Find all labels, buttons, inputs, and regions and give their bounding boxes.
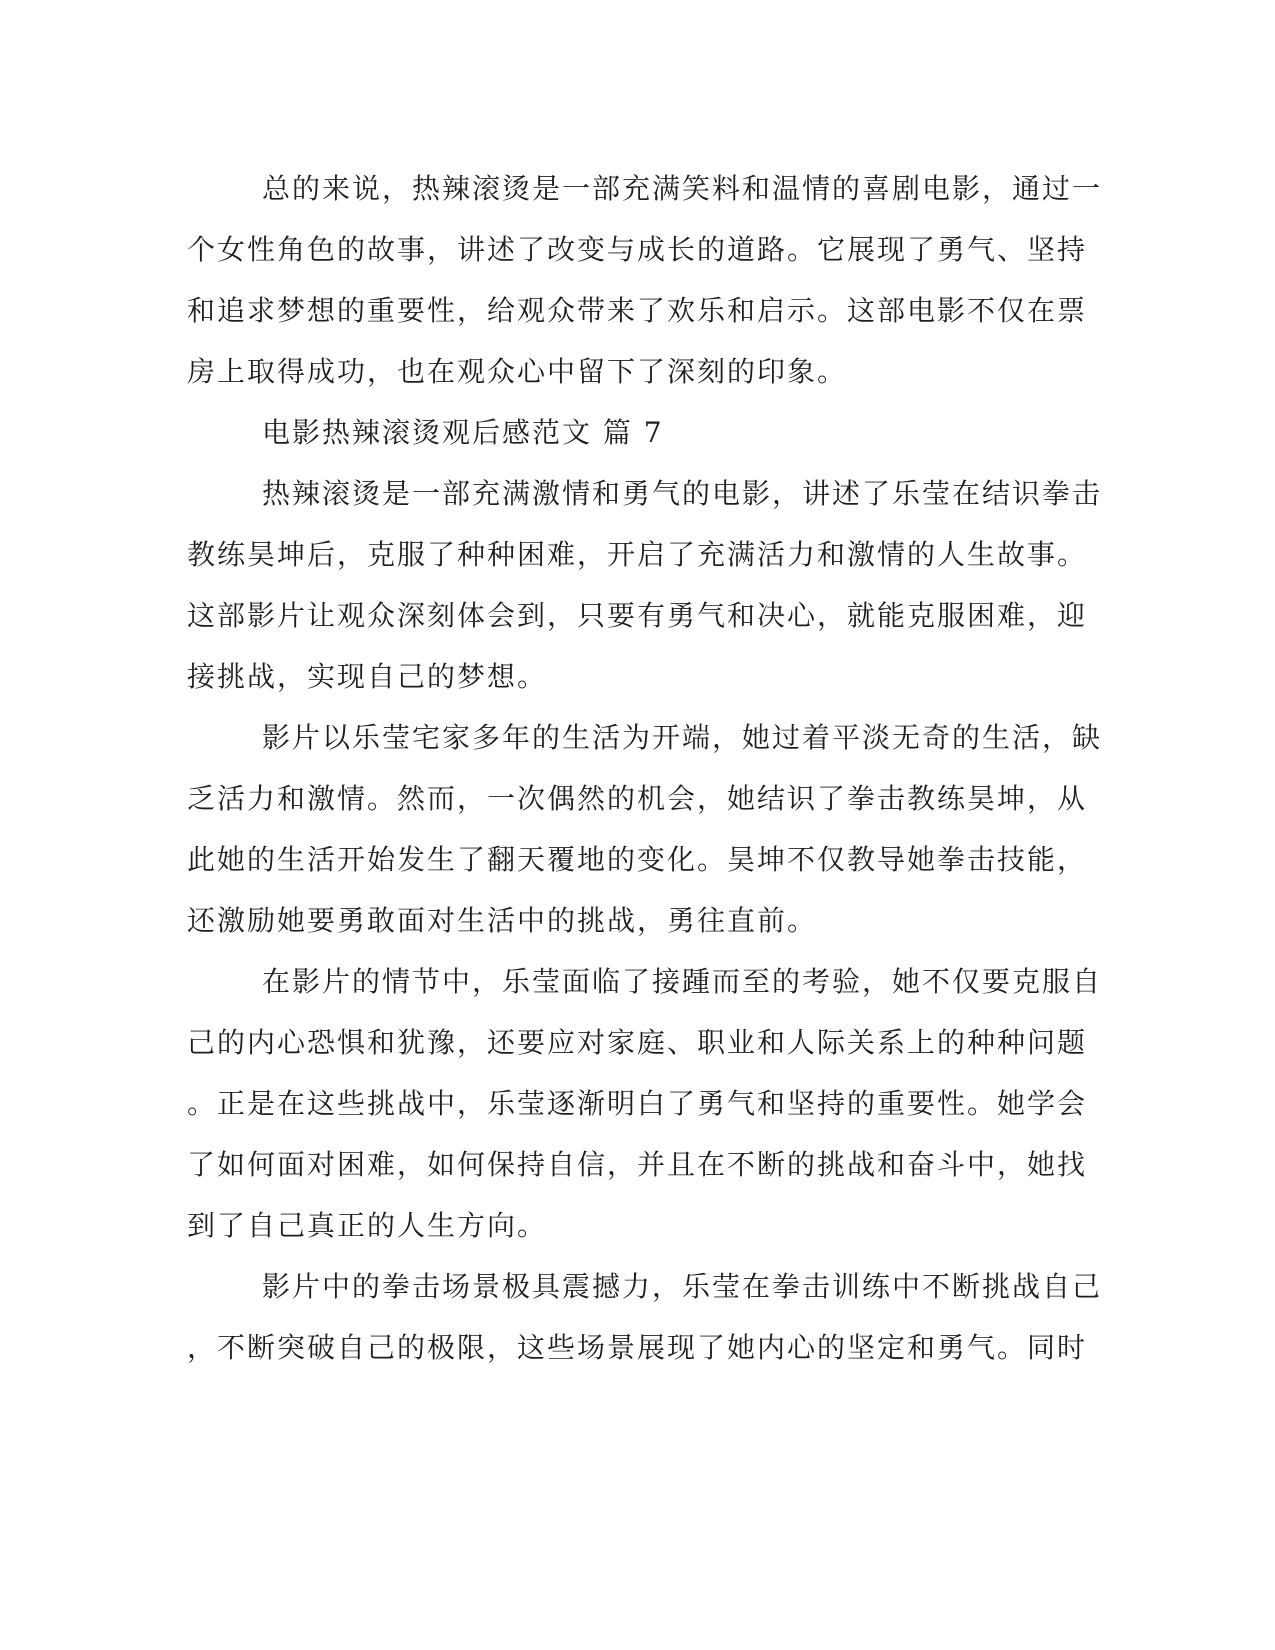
paragraph-line: 此她的生活开始发生了翻天覆地的变化。昊坤不仅教导她拳击技能， — [187, 843, 1088, 876]
paragraph-line: 了如何面对困难，如何保持自信，并且在不断的挑战和奋斗中，她找 — [187, 1148, 1088, 1181]
paragraph-line: 接挑战，实现自己的梦想。 — [187, 660, 548, 693]
paragraph-line: 热辣滚烫是一部充满激情和勇气的电影，讲述了乐莹在结识拳击 — [262, 477, 1103, 510]
paragraph-line: 这部影片让观众深刻体会到，只要有勇气和决心，就能克服困难，迎 — [187, 599, 1088, 632]
paragraph-line: 还激励她要勇敢面对生活中的挑战，勇往直前。 — [187, 904, 818, 937]
paragraph-line: 在影片的情节中，乐莹面临了接踵而至的考验，她不仅要克服自 — [262, 965, 1103, 998]
text-column — [187, 158, 1103, 1378]
paragraph-line: 己的内心恐惧和犹豫，还要应对家庭、职业和人际关系上的种种问题 — [187, 1026, 1088, 1059]
paragraph-line: 到了自己真正的人生方向。 — [187, 1209, 548, 1242]
paragraph-line: 房上取得成功，也在观众心中留下了深刻的印象。 — [187, 355, 848, 388]
section-heading: 电影热辣滚烫观后感范文 篇 7 — [262, 416, 664, 449]
paragraph-line: 影片以乐莹宅家多年的生活为开端，她过着平淡无奇的生活，缺 — [262, 721, 1103, 754]
paragraph-line: 乏活力和激情。然而，一次偶然的机会，她结识了拳击教练昊坤，从 — [187, 782, 1088, 815]
paragraph-line: 。正是在这些挑战中，乐莹逐渐明白了勇气和坚持的重要性。她学会 — [187, 1087, 1088, 1120]
paragraph-line: 总的来说，热辣滚烫是一部充满笑料和温情的喜剧电影，通过一 — [262, 172, 1103, 205]
paragraph-line: ，不断突破自己的极限，这些场景展现了她内心的坚定和勇气。同时 — [187, 1331, 1088, 1364]
paragraph-line: 教练昊坤后，克服了种种困难，开启了充满活力和激情的人生故事。 — [187, 538, 1088, 571]
paragraph-line: 个女性角色的故事，讲述了改变与成长的道路。它展现了勇气、坚持 — [187, 233, 1088, 266]
paragraph-line: 影片中的拳击场景极具震撼力，乐莹在拳击训练中不断挑战自己 — [262, 1270, 1103, 1303]
paragraph-line: 和追求梦想的重要性，给观众带来了欢乐和启示。这部电影不仅在票 — [187, 294, 1088, 327]
